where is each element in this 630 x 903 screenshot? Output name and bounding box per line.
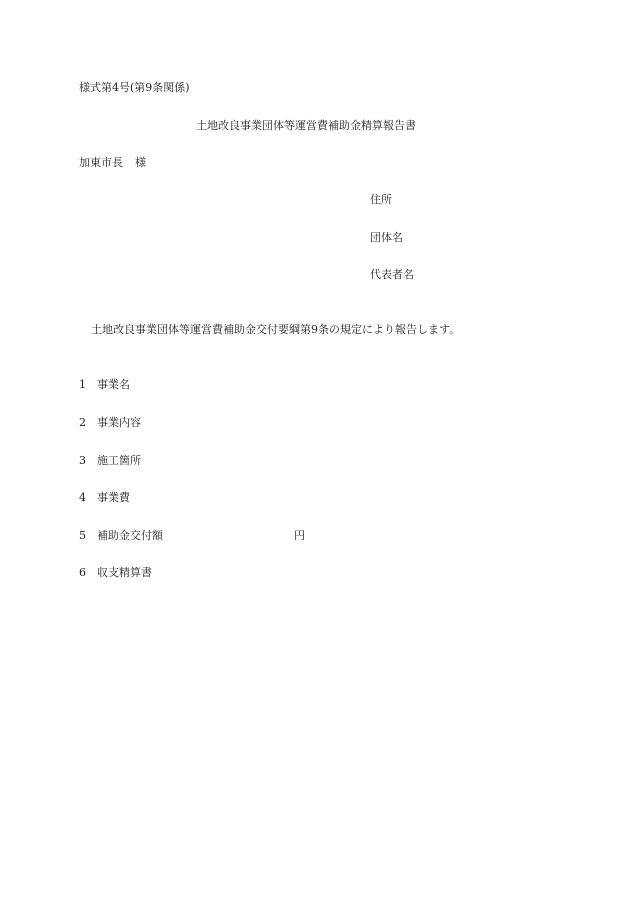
item-label: 補助金交付額 bbox=[97, 529, 163, 542]
item-label: 収支精算書 bbox=[97, 566, 152, 579]
addressee-honorific: 様 bbox=[135, 156, 146, 169]
applicant-organization-label: 団体名 bbox=[370, 231, 403, 244]
item-construction-site bbox=[79, 454, 141, 468]
item-number: 3 bbox=[79, 454, 86, 467]
item-number: 2 bbox=[79, 416, 86, 429]
addressee-name: 加東市長 bbox=[79, 156, 123, 169]
item-label: 事業名 bbox=[97, 378, 130, 391]
item-number: 6 bbox=[79, 566, 86, 579]
item-subsidy-amount bbox=[79, 529, 305, 543]
item-number: 5 bbox=[79, 529, 86, 542]
document-title: 土地改良事業団体等運営費補助金精算報告書 bbox=[196, 119, 416, 132]
addressee bbox=[79, 156, 146, 170]
item-settlement-statement bbox=[79, 566, 152, 580]
item-label: 事業費 bbox=[97, 491, 130, 504]
report-statement: 土地改良事業団体等運営費補助金交付要綱第9条の規定により報告します。 bbox=[91, 323, 461, 336]
currency-unit: 円 bbox=[294, 529, 305, 542]
form-number: 様式第4号(第9条関係) bbox=[79, 81, 190, 94]
item-project-cost bbox=[79, 491, 130, 505]
item-label: 事業内容 bbox=[97, 416, 141, 429]
item-label: 施工箇所 bbox=[97, 454, 141, 467]
item-number: 1 bbox=[79, 378, 86, 391]
item-project-content bbox=[79, 416, 141, 430]
item-number: 4 bbox=[79, 491, 86, 504]
applicant-address-label: 住所 bbox=[370, 193, 392, 206]
item-project-name bbox=[79, 378, 130, 392]
applicant-representative-label: 代表者名 bbox=[370, 268, 414, 281]
